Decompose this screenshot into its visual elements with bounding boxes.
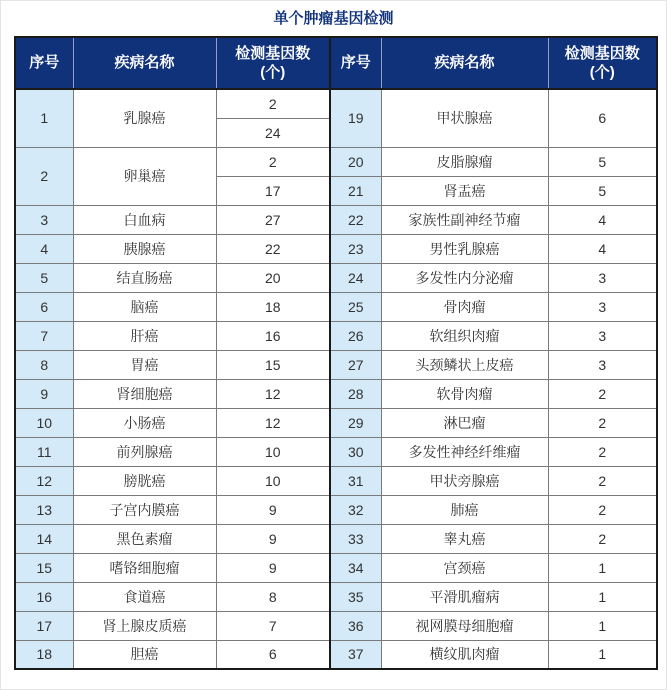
disease-cell: 骨肉瘤 [381, 292, 548, 321]
genes-cell: 3 [548, 321, 657, 350]
header-genes-left [216, 37, 330, 89]
disease-cell: 睾丸癌 [381, 524, 548, 553]
header-disease-right: 疾病名称 [381, 37, 548, 89]
disease-cell: 多发性神经纤维瘤 [381, 437, 548, 466]
disease-cell: 多发性内分泌瘤 [381, 263, 548, 292]
seq-cell: 37 [330, 640, 381, 669]
disease-cell: 乳腺癌 [73, 89, 216, 147]
disease-cell: 胰腺癌 [73, 234, 216, 263]
disease-cell: 黑色素瘤 [73, 524, 216, 553]
table-row [15, 292, 657, 321]
disease-cell: 胃癌 [73, 350, 216, 379]
genes-cell: 8 [216, 582, 330, 611]
genes-cell: 9 [216, 495, 330, 524]
disease-cell: 膀胱癌 [73, 466, 216, 495]
disease-cell: 胆癌 [73, 640, 216, 669]
disease-cell: 肾盂癌 [381, 176, 548, 205]
genes-cell: 1 [548, 582, 657, 611]
genes-cell: 2 [548, 408, 657, 437]
seq-cell: 29 [330, 408, 381, 437]
seq-cell: 26 [330, 321, 381, 350]
genes-cell: 1 [548, 640, 657, 669]
seq-cell: 36 [330, 611, 381, 640]
header-row [15, 37, 657, 89]
genes-cell: 2 [548, 495, 657, 524]
seq-cell: 11 [15, 437, 73, 466]
genes-cell: 2 [548, 379, 657, 408]
disease-cell: 横纹肌肉瘤 [381, 640, 548, 669]
seq-cell: 23 [330, 234, 381, 263]
disease-cell: 卵巢癌 [73, 147, 216, 205]
genes-cell: 3 [548, 350, 657, 379]
seq-cell: 6 [15, 292, 73, 321]
genes-cell: 15 [216, 350, 330, 379]
header-disease-left: 疾病名称 [73, 37, 216, 89]
genes-cell: 2 [548, 437, 657, 466]
genes-cell: 3 [548, 292, 657, 321]
seq-cell: 8 [15, 350, 73, 379]
gene-table [14, 36, 658, 670]
seq-cell: 10 [15, 408, 73, 437]
table-row [15, 234, 657, 263]
disease-cell: 男性乳腺癌 [381, 234, 548, 263]
disease-cell: 家族性副神经节瘤 [381, 205, 548, 234]
table-row [15, 408, 657, 437]
table-row [15, 89, 657, 118]
seq-cell: 27 [330, 350, 381, 379]
table-row [15, 350, 657, 379]
seq-cell: 34 [330, 553, 381, 582]
disease-cell: 嗜铬细胞瘤 [73, 553, 216, 582]
seq-cell: 5 [15, 263, 73, 292]
seq-cell: 32 [330, 495, 381, 524]
table-row [15, 263, 657, 292]
page-title: 单个肿瘤基因检测 [273, 10, 394, 27]
genes-cell: 10 [216, 437, 330, 466]
header-no-left: 序号 [15, 37, 73, 89]
genes-cell: 10 [216, 466, 330, 495]
header-genes-right-line2: (个) [589, 64, 615, 81]
genes-cell: 1 [548, 553, 657, 582]
disease-cell: 视网膜母细胞瘤 [381, 611, 548, 640]
genes-cell: 4 [548, 234, 657, 263]
seq-cell: 13 [15, 495, 73, 524]
header-no-right: 序号 [330, 37, 381, 89]
genes-cell: 2 [548, 466, 657, 495]
disease-cell: 肾上腺皮质癌 [73, 611, 216, 640]
disease-cell: 肝癌 [73, 321, 216, 350]
disease-cell: 肺癌 [381, 495, 548, 524]
genes-cell: 27 [216, 205, 330, 234]
seq-cell: 7 [15, 321, 73, 350]
seq-cell: 25 [330, 292, 381, 321]
genes-cell: 6 [216, 640, 330, 669]
genes-cell: 6 [548, 89, 657, 147]
genes-cell: 22 [216, 234, 330, 263]
genes-cell: 7 [216, 611, 330, 640]
disease-cell: 甲状旁腺癌 [381, 466, 548, 495]
disease-cell: 食道癌 [73, 582, 216, 611]
seq-cell: 4 [15, 234, 73, 263]
disease-cell: 小肠癌 [73, 408, 216, 437]
table-row [15, 640, 657, 669]
genes-cell: 20 [216, 263, 330, 292]
seq-cell: 15 [15, 553, 73, 582]
disease-cell: 软组织肉瘤 [381, 321, 548, 350]
seq-cell: 21 [330, 176, 381, 205]
seq-cell: 17 [15, 611, 73, 640]
disease-cell: 前列腺癌 [73, 437, 216, 466]
disease-cell: 白血病 [73, 205, 216, 234]
disease-cell: 子宫内膜癌 [73, 495, 216, 524]
table-row [15, 611, 657, 640]
disease-cell: 结直肠癌 [73, 263, 216, 292]
seq-cell: 31 [330, 466, 381, 495]
table-row [15, 582, 657, 611]
disease-cell: 淋巴瘤 [381, 408, 548, 437]
table-row [15, 147, 657, 176]
seq-cell: 3 [15, 205, 73, 234]
table-row [15, 379, 657, 408]
genes-cell: 5 [548, 147, 657, 176]
genes-cell: 17 [216, 176, 330, 205]
seq-cell: 18 [15, 640, 73, 669]
header-genes-left-line1: 检测基因数 [235, 44, 311, 62]
header-genes-right [548, 37, 657, 89]
disease-cell: 肾细胞癌 [73, 379, 216, 408]
seq-cell: 22 [330, 205, 381, 234]
seq-cell: 14 [15, 524, 73, 553]
seq-cell: 35 [330, 582, 381, 611]
genes-cell: 12 [216, 408, 330, 437]
genes-cell: 16 [216, 321, 330, 350]
disease-cell: 软骨肉瘤 [381, 379, 548, 408]
disease-cell: 甲状腺癌 [381, 89, 548, 147]
disease-cell: 头颈鳞状上皮癌 [381, 350, 548, 379]
seq-cell: 24 [330, 263, 381, 292]
table-wrap [14, 36, 666, 670]
genes-cell: 5 [548, 176, 657, 205]
seq-cell: 1 [15, 89, 73, 147]
genes-cell: 9 [216, 524, 330, 553]
seq-cell: 19 [330, 89, 381, 147]
table-row [15, 205, 657, 234]
genes-cell: 9 [216, 553, 330, 582]
seq-cell: 30 [330, 437, 381, 466]
table-row [15, 524, 657, 553]
genes-cell: 2 [216, 147, 330, 176]
disease-cell: 宫颈癌 [381, 553, 548, 582]
genes-cell: 3 [548, 263, 657, 292]
genes-cell: 2 [216, 89, 330, 118]
header-genes-right-line1: 检测基因数 [564, 44, 640, 62]
genes-cell: 2 [548, 524, 657, 553]
seq-cell: 16 [15, 582, 73, 611]
table-row [15, 553, 657, 582]
table-row [15, 437, 657, 466]
seq-cell: 33 [330, 524, 381, 553]
seq-cell: 20 [330, 147, 381, 176]
table-row [15, 495, 657, 524]
seq-cell: 28 [330, 379, 381, 408]
genes-cell: 12 [216, 379, 330, 408]
genes-cell: 24 [216, 118, 330, 147]
disease-cell: 平滑肌瘤病 [381, 582, 548, 611]
seq-cell: 12 [15, 466, 73, 495]
seq-cell: 9 [15, 379, 73, 408]
disease-cell: 皮脂腺瘤 [381, 147, 548, 176]
genes-cell: 1 [548, 611, 657, 640]
table-row [15, 321, 657, 350]
header-genes-left-line2: (个) [260, 64, 286, 81]
genes-cell: 4 [548, 205, 657, 234]
disease-cell: 脑癌 [73, 292, 216, 321]
table-row [15, 466, 657, 495]
genes-cell: 18 [216, 292, 330, 321]
seq-cell: 2 [15, 147, 73, 205]
